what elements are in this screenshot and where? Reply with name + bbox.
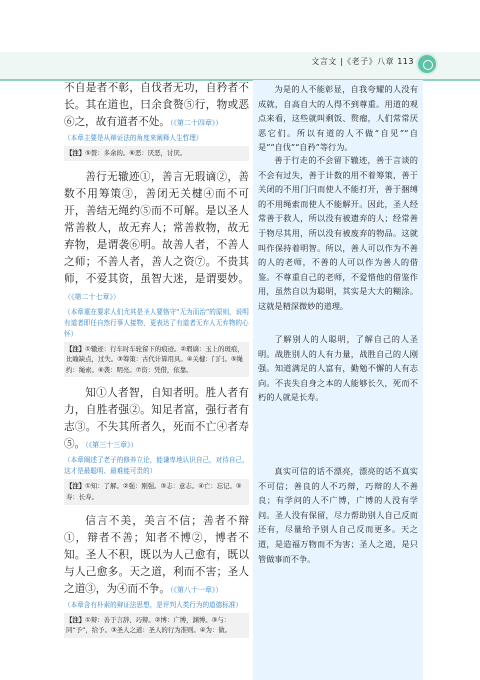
note-hint-3: （本章阐述了老子的修养立论，能谦卑地认识自己，对待自己，这才是最聪明、最难能可贵的） [64,456,249,476]
gloss-2: 【注】①辙迹：行车时车轮留下的痕迹。②瑕谪：玉上的斑痕，比喻缺点，过失。③筹策：古代计算用具。④关楗：门闩。⑤绳约：绳索。⑥袭：明亮。⑦资：凭借，依靠。 [64,342,249,378]
source-chapter-2: （《第二十七章》） [64,292,120,301]
original-paragraph-1: 不自是者不彰，自伐者无功，自矜者不长。其在道也，曰余食赘⑤行，物或恶⑥之，故有道者不处。（《第二十四章》） [64,82,249,128]
running-head [311,56,414,67]
translation-block-2: 善于行走的不会留下辙迹，善于言谈的不会有过失，善于计数的用不着筹策，善于关闭的不用门闩而使人不能打开，善于捆缚的不用绳索而使人不能解开。因此，圣人经常善于救人，所以没有被遗弃的人；经常善于物尽其用，所以没有被废弃的物品。这就叫作保持着明智。所以，善人可以作为不善的人的老师，不善的人可以作为善人的借鉴。不尊重自己的老师，不爱惜他的借鉴作用，虽然自以为聪明，其实是大大的糊涂。这就是精深微妙的道理。 [258,155,418,311]
translation-block-3: 了解别人的人聪明，了解自己的人圣明。战胜别人的人有力量，战胜自己的人刚强。知道满足的人富有，勤勉不懈的人有志向。不丧失自身之本的人能够长久，死而不朽的人就是长寿。 [258,334,418,403]
original-text-column [64,80,249,646]
source-chapter-1: （《第二十四章》） [169,119,223,127]
translation-block-1: 为是的人不能彰显，自我夸耀的人没有成就，自高自大的人得不到尊重。用道的观点来看，这些就叫剩饭、赘瘤，人们常常厌恶它们。所以有道的人不做“自见”“自是”“自伐”“自矜”等行为。 [258,84,418,153]
original-paragraph-4: 信言不美，美言不信；善者不辩①，辩者不善；知者不博②，博者不知。圣人不积，既以为人己愈有，既以与人己愈多。天之道，利而不害；圣人之道③，为④而不争。（《第八十一章》） [64,514,249,595]
note-hint-2: （本章重在要求人们尤其是圣人要恪守“无为而治”的原则，说明有道者即任自然行事人接物，更表达了有道者无弃人无弃物的心怀） [64,307,249,338]
gloss-3: 【注】①知：了解。②强：刚强。③志：意志。④亡：忘记。⑤寿：长寿。 [64,479,249,504]
running-title: 文言文 |《老子》八章 [311,57,395,66]
page-number: 113 [397,57,414,66]
original-paragraph-2: 善行无辙迹①，善言无瑕谪②，善数不用筹策③，善闭无关楗④而不可开，善结无绳约⑤而不可解。是以圣人常善救人，故无弃人；常善救物，故无弃物，是谓袭⑥明。故善人者，不善人之师；不善人者，善人之资⑦。不贵其师，不爱其资，虽智大迷，是谓要妙。（《第二十七章》） [64,170,249,301]
source-chapter-3: （《第三十三章》） [85,441,138,450]
page-badge-icon [416,53,438,75]
note-hint-4: （本章含有朴素的辩证法思想，是评判人类行为的道德标准） [64,600,243,609]
note-hint-1: （本章主要是从辩证法的角度来阐释人生哲理） [64,134,203,142]
source-chapter-4: （《第八十一章》） [169,585,223,594]
gloss-4: 【注】①辩：善于言辞、巧辩。②博：广博，渊博。③与：同“予”，给予。③圣人之道：圣人的行为准则。④为：做。 [64,613,249,638]
translation-block-4: 真实可信的话不漂亮，漂亮的话不真实不可信；善良的人不巧辩，巧辩的人不善良；有学问的人不广博，广博的人没有学问。圣人没有保留，尽力帮助别人自己反而还有，尽量给予别人自己反而更多。天之道，是造福万物而不为害；圣人之道，是只管做事而不争。 [258,466,418,564]
gloss-1: 【注】⑤赘：多余的。⑥恶：厌恶，讨厌。 [64,146,249,161]
original-paragraph-3: 知①人者智，自知者明。胜人者有力，自胜者强②。知足者富，强行者有志③。不失其所者久，死而不亡④者寿⑤。（《第三十三章》） [64,387,249,451]
